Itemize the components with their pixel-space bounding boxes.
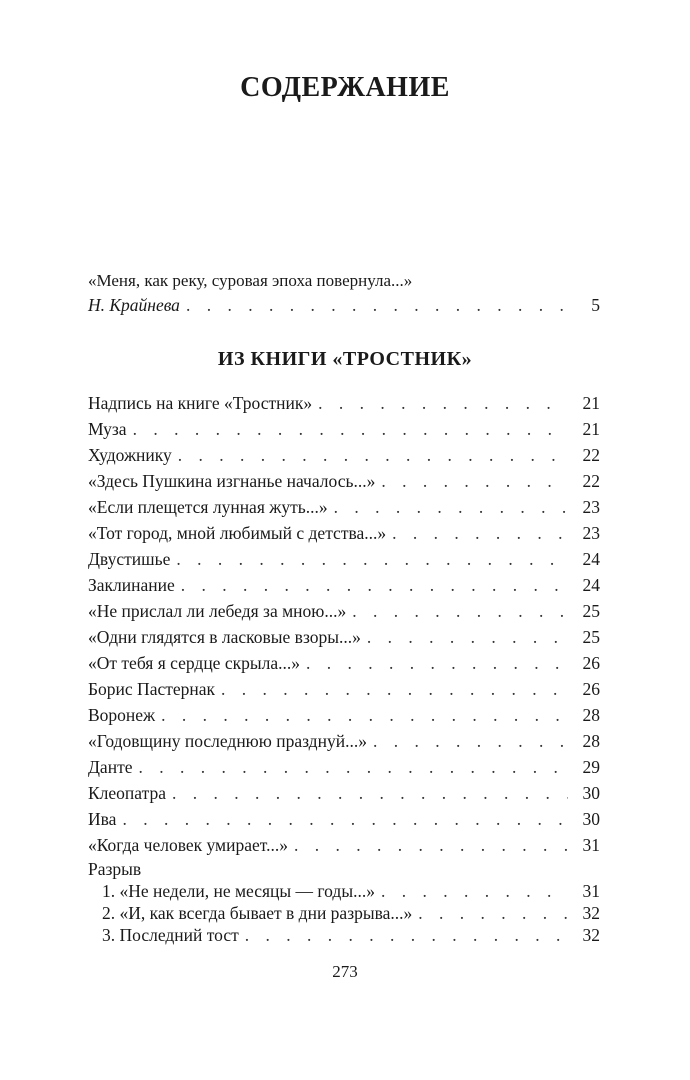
leader-dots	[133, 416, 568, 442]
toc-entry-title: Надпись на книге «Тростник»	[88, 393, 313, 413]
toc-entry-title: Клеопатра	[88, 783, 166, 803]
toc-entry	[88, 902, 600, 924]
toc-entry	[88, 676, 600, 702]
toc-entry-title: «Здесь Пушкина изгнанье началось...»	[88, 471, 376, 491]
toc-entry	[88, 494, 600, 520]
leader-dots	[373, 728, 568, 754]
section-heading: ИЗ КНИГИ «ТРОСТНИК»	[217, 348, 473, 370]
leader-dots	[294, 832, 568, 858]
toc-entry-page: 22	[582, 471, 600, 491]
toc-entry	[88, 468, 600, 494]
leader-dots	[306, 650, 568, 676]
toc-entry-page: 23	[582, 497, 600, 517]
toc-entry	[88, 546, 600, 572]
leader-dots	[186, 292, 568, 318]
leader-dots	[172, 780, 568, 806]
toc-entry-title: Муза	[88, 419, 127, 439]
toc-entry-page: 30	[582, 809, 600, 829]
toc-entry	[88, 806, 600, 832]
toc-entry-title: Воронеж	[88, 705, 156, 725]
leader-dots	[381, 468, 568, 494]
toc-entry-title: 2. «И, как всегда бывает в дни разрыва...»	[102, 903, 413, 923]
leader-dots	[245, 924, 568, 946]
toc-entry	[88, 702, 600, 728]
leader-dots	[176, 546, 568, 572]
toc-entry-page: 25	[582, 601, 600, 621]
toc-entry-page: 28	[582, 705, 600, 725]
toc-entry	[88, 754, 600, 780]
leader-dots	[161, 702, 568, 728]
toc-entry-title: Художнику	[88, 445, 172, 465]
toc-entry	[88, 572, 600, 598]
preface-author: Н. Крайнева	[88, 295, 180, 315]
toc-entry-title: «Когда человек умирает...»	[88, 835, 288, 855]
toc-entry	[88, 728, 600, 754]
toc-entry	[88, 442, 600, 468]
preface-entry	[88, 270, 600, 318]
toc-entry	[88, 624, 600, 650]
toc-entry-title: Данте	[88, 757, 133, 777]
toc-entry-page: 31	[582, 835, 600, 855]
toc-entry-title: «От тебя я сердце скрыла...»	[88, 653, 300, 673]
toc-entry-page: 21	[582, 419, 600, 439]
toc-entry-page: 32	[582, 903, 600, 923]
leader-dots	[139, 754, 569, 780]
toc-entry-page: 30	[582, 783, 600, 803]
toc-entry-page: 25	[582, 627, 600, 647]
toc-entry-title: «Одни глядятся в ласковые взоры...»	[88, 627, 361, 647]
toc-entry-title: Заклинание	[88, 575, 175, 595]
toc-entry	[88, 416, 600, 442]
leader-dots	[334, 494, 568, 520]
toc-entry	[88, 520, 600, 546]
toc-list	[88, 390, 600, 946]
page-title: СОДЕРЖАНИЕ	[240, 72, 450, 103]
toc-entry-title: Борис Пастернак	[88, 679, 216, 699]
toc-entry-page: 26	[582, 679, 600, 699]
toc-entry-title: «Годовщину последнюю празднуй...»	[88, 731, 367, 751]
toc-entry-page: 29	[582, 757, 600, 777]
toc-entry	[88, 598, 600, 624]
toc-entry-page: 32	[582, 925, 600, 945]
toc-entry	[88, 924, 600, 946]
preface-page: 5	[591, 295, 600, 315]
leader-dots	[318, 390, 568, 416]
toc-entry-title: 1. «Не недели, не месяцы — годы...»	[102, 881, 375, 901]
leader-dots	[178, 442, 568, 468]
toc-entry-page: 23	[582, 523, 600, 543]
toc-entry	[88, 390, 600, 416]
toc-entry-title: «Не прислал ли лебедя за мною...»	[88, 601, 347, 621]
leader-dots	[392, 520, 568, 546]
toc-entry-title: «Тот город, мной любимый с детства...»	[88, 523, 387, 543]
leader-dots	[122, 806, 568, 832]
toc-entry	[88, 832, 600, 858]
toc-entry	[88, 780, 600, 806]
group-title: Разрыв	[88, 859, 142, 879]
toc-entry-page: 24	[582, 575, 600, 595]
toc-entry-page: 21	[582, 393, 600, 413]
leader-dots	[221, 676, 568, 702]
preface-author-line	[88, 292, 600, 318]
preface-title: «Меня, как реку, суровая эпоха повернула...»	[88, 271, 413, 290]
leader-dots	[352, 598, 568, 624]
leader-dots	[418, 902, 568, 924]
toc-entry-page: 31	[582, 881, 600, 901]
leader-dots	[181, 572, 568, 598]
toc-entry-page: 28	[582, 731, 600, 751]
toc-entry-page: 26	[582, 653, 600, 673]
toc-entry	[88, 880, 600, 902]
toc-entry-page: 22	[582, 445, 600, 465]
leader-dots	[367, 624, 568, 650]
toc-entry-title: Ива	[88, 809, 117, 829]
toc-entry-page: 24	[582, 549, 600, 569]
toc-entry	[88, 650, 600, 676]
leader-dots	[381, 880, 568, 902]
page-number: 273	[332, 962, 358, 981]
toc-entry-title: 3. Последний тост	[102, 925, 239, 945]
toc-entry-title: Двустишье	[88, 549, 171, 569]
toc-entry-title: «Если плещется лунная жуть...»	[88, 497, 328, 517]
